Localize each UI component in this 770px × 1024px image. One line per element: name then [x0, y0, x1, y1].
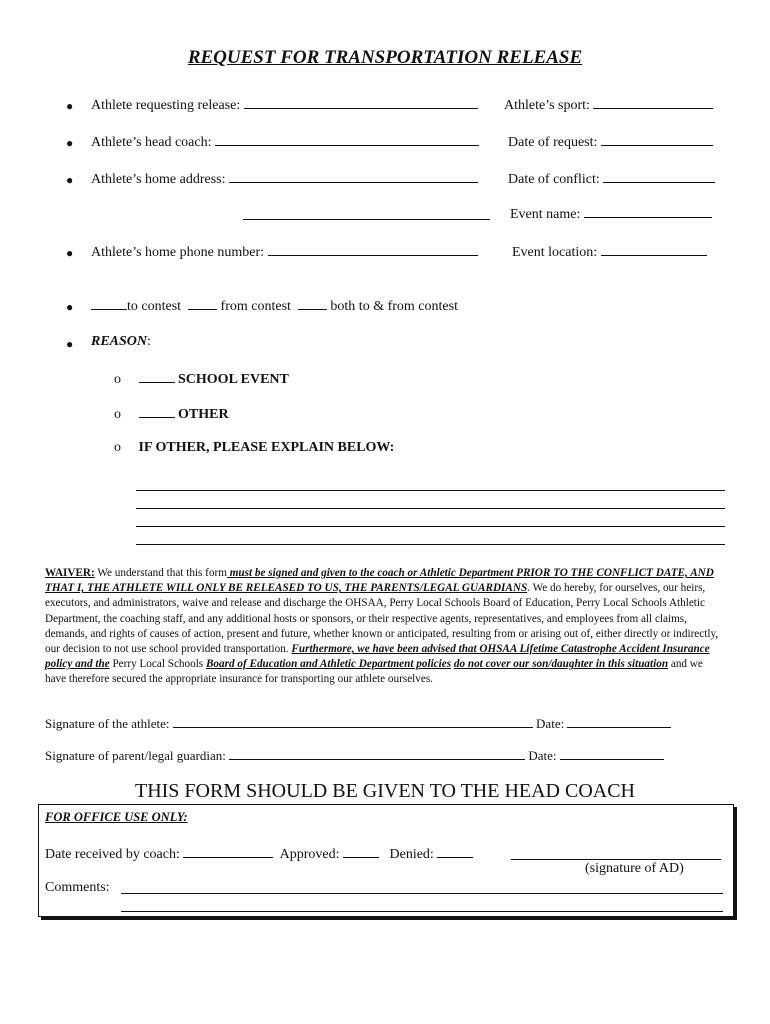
bullet-icon: ●	[66, 99, 74, 113]
bullet-icon: ●	[66, 136, 74, 150]
parent-signature-label: Signature of parent/legal guardian:	[45, 748, 226, 763]
explain-line[interactable]	[136, 544, 725, 545]
other-blank[interactable]	[139, 405, 175, 418]
approved-line[interactable]	[343, 845, 379, 858]
home-phone-label: Athlete’s home phone number:	[91, 245, 265, 260]
date-conflict-line[interactable]	[603, 170, 715, 183]
head-coach-label: Athlete’s head coach:	[91, 135, 212, 150]
waiver-paragraph	[45, 566, 725, 688]
parent-date-label: Date:	[528, 748, 557, 763]
date-conflict-label: Date of conflict:	[508, 172, 600, 187]
event-location-label: Event location:	[512, 245, 598, 260]
approved-label: Approved:	[279, 847, 340, 862]
reason-label: REASON	[91, 334, 148, 349]
waiver-emphasis: do not cover our son/daughter in this situation	[453, 658, 669, 671]
both-blank[interactable]	[298, 297, 327, 310]
home-address-label: Athlete’s home address:	[91, 172, 226, 187]
both-label: both to & from contest	[330, 299, 458, 314]
to-contest-blank[interactable]	[91, 297, 127, 310]
event-location-line[interactable]	[601, 243, 707, 256]
office-row	[45, 845, 473, 863]
athlete-date-line[interactable]	[567, 715, 671, 728]
event-location-field[interactable]	[512, 243, 707, 261]
waiver-text: and we have therefore secured the appropriate insurance for transporting our athlete ourselves.	[45, 658, 703, 686]
bullet-icon: ●	[66, 173, 74, 187]
other-option[interactable]	[114, 405, 229, 423]
bullet-icon: ●	[66, 246, 74, 260]
home-address-line[interactable]	[229, 170, 478, 183]
head-coach-notice: THIS FORM SHOULD BE GIVEN TO THE HEAD COACH	[134, 780, 636, 802]
athlete-sport-label: Athlete’s sport:	[504, 98, 590, 113]
date-request-label: Date of request:	[508, 135, 598, 150]
explain-option	[114, 440, 394, 456]
athlete-requesting-line[interactable]	[244, 96, 478, 109]
waiver-emphasis: Furthermore, we have been advised that OHSAA Lifetime Catastrophe Accident Insurance policy and the	[45, 643, 710, 671]
comments-line[interactable]	[121, 911, 723, 912]
from-contest-blank[interactable]	[188, 297, 217, 310]
ad-signature-label: (signature of AD)	[585, 861, 684, 876]
date-received-label: Date received by coach:	[45, 847, 180, 862]
event-name-line[interactable]	[584, 205, 712, 218]
circle-bullet-icon: o	[114, 372, 121, 387]
waiver-text: Perry Local Schools	[109, 658, 206, 671]
waiver-label: WAIVER:	[45, 567, 95, 579]
home-phone-field[interactable]	[91, 243, 478, 261]
head-coach-field[interactable]	[91, 133, 479, 151]
waiver-emphasis: must be signed and given to the coach or Athletic Department PRIOR TO THE CONFLICT DATE, AND THAT I, THE ATHLETE WILL ONLY BE RELEASED TO US, THE PARENTS/LEGAL GUARDIANS	[45, 567, 714, 595]
bullet-icon: ●	[66, 337, 74, 351]
school-event-blank[interactable]	[139, 370, 175, 383]
athlete-requesting-field[interactable]	[91, 96, 478, 114]
parent-signature-row	[45, 747, 664, 764]
denied-label: Denied:	[389, 847, 434, 862]
waiver-text: We understand that this form	[94, 567, 227, 579]
date-request-line[interactable]	[601, 133, 713, 146]
other-label: OTHER	[178, 407, 229, 422]
waiver-text: . We do hereby, for ourselves, our heirs, executors, and administrators, waive and release and discharge the OHSAA, Perry Local Schools Board of Education, Perry Local Schools Athletic Department, the coaching staff, and any additional hosts or sponsors, or their respective agents, representatives, and employees from all claims, demands, and rights of causes of action, present and future, whether known or anticipated, resulting from or arising out of, either directly or indirectly, our decision to not use school provided transportation.	[45, 582, 719, 656]
athlete-signature-label: Signature of the athlete:	[45, 716, 170, 731]
bullet-icon: ●	[66, 300, 74, 314]
reason-heading: REASON:	[91, 334, 151, 349]
parent-date-line[interactable]	[560, 747, 664, 760]
office-use-title: FOR OFFICE USE ONLY:	[45, 810, 188, 824]
athlete-signature-line[interactable]	[173, 715, 533, 728]
explain-line[interactable]	[136, 508, 725, 509]
parent-signature-line[interactable]	[229, 747, 525, 760]
home-address-field[interactable]	[91, 170, 478, 188]
explain-line[interactable]	[136, 526, 725, 527]
event-name-field[interactable]	[510, 205, 712, 223]
comments-label: Comments:	[45, 880, 110, 895]
athlete-signature-row	[45, 715, 671, 732]
date-request-field[interactable]	[508, 133, 713, 151]
denied-line[interactable]	[437, 845, 473, 858]
date-conflict-field[interactable]	[508, 170, 715, 188]
school-event-option[interactable]	[114, 370, 289, 388]
home-phone-line[interactable]	[268, 243, 478, 256]
school-event-label: SCHOOL EVENT	[178, 372, 289, 387]
from-contest-label: from contest	[220, 299, 291, 314]
direction-row	[91, 297, 458, 315]
event-name-label: Event name:	[510, 207, 581, 222]
office-use-box	[38, 804, 734, 917]
head-coach-line[interactable]	[215, 133, 479, 146]
athlete-date-label: Date:	[536, 716, 565, 731]
date-received-line[interactable]	[183, 845, 273, 858]
athlete-sport-line[interactable]	[593, 96, 713, 109]
athlete-sport-field[interactable]	[504, 96, 713, 114]
ad-signature-line[interactable]	[511, 859, 721, 860]
to-contest-label: to contest	[127, 299, 182, 314]
home-address-line-2[interactable]	[243, 219, 490, 220]
waiver-emphasis: Board of Education and Athletic Department policies	[205, 658, 452, 671]
comments-line[interactable]	[121, 893, 723, 894]
explain-line[interactable]	[136, 490, 725, 491]
explain-label: IF OTHER, PLEASE EXPLAIN BELOW:	[138, 440, 395, 455]
circle-bullet-icon: o	[114, 440, 121, 455]
form-title: REQUEST FOR TRANSPORTATION RELEASE	[187, 47, 583, 68]
athlete-requesting-label: Athlete requesting release:	[91, 98, 241, 113]
office-use-label	[45, 810, 188, 825]
circle-bullet-icon: o	[114, 407, 121, 422]
